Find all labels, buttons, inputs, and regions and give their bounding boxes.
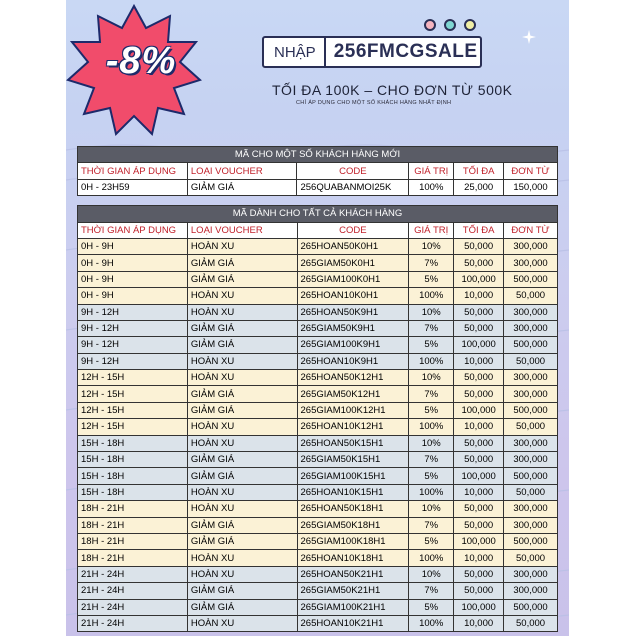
max-cell: 50,000: [454, 304, 504, 320]
table-row: [78, 288, 558, 304]
column-header: TỐI ĐA: [454, 222, 504, 238]
time-cell: 18H - 21H: [78, 501, 188, 517]
code-cell[interactable]: 265HOAN10K0H1: [297, 288, 409, 304]
time-cell: 0H - 9H: [78, 288, 188, 304]
promo-note: CHỈ ÁP DỤNG CHO MỘT SỐ KHÁCH HÀNG NHẤT ĐỊNH: [296, 100, 452, 106]
time-cell: 9H - 12H: [78, 304, 188, 320]
table-row: [78, 501, 558, 517]
code-cell[interactable]: 265GIAM100K21H1: [297, 599, 409, 615]
type-cell: HOÀN XU: [187, 566, 297, 582]
table-header-row: [78, 163, 558, 179]
sparkle-icon: [522, 30, 536, 44]
min-order-cell: 50,000: [504, 550, 558, 566]
min-order-cell: 50,000: [504, 419, 558, 435]
time-cell: 21H - 24H: [78, 599, 188, 615]
type-cell: HOÀN XU: [187, 501, 297, 517]
column-header: GIÁ TRỊ: [409, 222, 454, 238]
min-order-cell: 300,000: [504, 501, 558, 517]
value-cell: 5%: [409, 337, 454, 353]
code-cell[interactable]: 265GIAM50K18H1: [297, 517, 409, 533]
max-cell: 10,000: [454, 484, 504, 500]
decorative-dots: [424, 19, 476, 31]
discount-percent: -8%: [105, 40, 177, 82]
code-cell[interactable]: 265HOAN50K12H1: [297, 370, 409, 386]
min-order-cell: 300,000: [504, 255, 558, 271]
column-header: ĐƠN TỪ: [504, 222, 558, 238]
max-cell: 100,000: [454, 337, 504, 353]
code-cell[interactable]: 265GIAM50K9H1: [297, 320, 409, 336]
table-row: [78, 484, 558, 500]
table-title: MÃ DÀNH CHO TẤT CẢ KHÁCH HÀNG: [78, 206, 558, 222]
min-order-cell: 50,000: [504, 288, 558, 304]
table-row: [78, 255, 558, 271]
time-cell: 15H - 18H: [78, 452, 188, 468]
value-cell: 7%: [409, 583, 454, 599]
max-cell: 10,000: [454, 615, 504, 631]
table-title-row: [78, 147, 558, 163]
code-cell[interactable]: 265HOAN10K18H1: [297, 550, 409, 566]
table-row: [78, 468, 558, 484]
value-cell: 7%: [409, 386, 454, 402]
column-header: GIÁ TRỊ: [409, 163, 454, 179]
min-order-cell: 500,000: [504, 599, 558, 615]
table-title-row: [78, 206, 558, 222]
min-order-cell: 300,000: [504, 386, 558, 402]
type-cell: GIẢM GIÁ: [187, 402, 297, 418]
min-order-cell: 300,000: [504, 583, 558, 599]
max-cell: 50,000: [454, 238, 504, 254]
type-cell: HOÀN XU: [187, 304, 297, 320]
time-cell: 9H - 12H: [78, 353, 188, 369]
min-order-cell: 150,000: [504, 179, 558, 195]
time-cell: 18H - 21H: [78, 550, 188, 566]
table-row: [78, 238, 558, 254]
table-row: [78, 566, 558, 582]
min-order-cell: 300,000: [504, 435, 558, 451]
value-cell: 10%: [409, 435, 454, 451]
voucher-tables: [77, 146, 558, 632]
max-cell: 100,000: [454, 468, 504, 484]
voucher-code[interactable]: 256FMCGSALE: [324, 38, 486, 66]
time-cell: 12H - 15H: [78, 402, 188, 418]
time-cell: 9H - 12H: [78, 320, 188, 336]
type-cell: HOÀN XU: [187, 484, 297, 500]
table-row: [78, 370, 558, 386]
max-cell: 100,000: [454, 271, 504, 287]
code-cell[interactable]: 265HOAN10K15H1: [297, 484, 409, 500]
max-cell: 50,000: [454, 320, 504, 336]
new-customer-table: [77, 146, 558, 196]
code-cell[interactable]: 265GIAM100K12H1: [297, 402, 409, 418]
value-cell: 100%: [409, 615, 454, 631]
column-header: ĐƠN TỪ: [504, 163, 558, 179]
min-order-cell: 300,000: [504, 452, 558, 468]
code-cell[interactable]: 256QUABANMOI25K: [297, 179, 409, 195]
table-header-row: [78, 222, 558, 238]
column-header: THỜI GIAN ÁP DỤNG: [78, 222, 188, 238]
time-cell: 12H - 15H: [78, 370, 188, 386]
max-cell: 50,000: [454, 583, 504, 599]
table-row: [78, 533, 558, 549]
min-order-cell: 500,000: [504, 337, 558, 353]
max-cell: 50,000: [454, 370, 504, 386]
value-cell: 5%: [409, 533, 454, 549]
type-cell: GIẢM GIÁ: [187, 337, 297, 353]
value-cell: 7%: [409, 320, 454, 336]
code-cell[interactable]: 265GIAM100K9H1: [297, 337, 409, 353]
type-cell: HOÀN XU: [187, 370, 297, 386]
time-cell: 9H - 12H: [78, 337, 188, 353]
min-order-cell: 300,000: [504, 304, 558, 320]
min-order-cell: 50,000: [504, 484, 558, 500]
table-row: [78, 615, 558, 631]
teal-dot-icon: [444, 19, 456, 31]
time-cell: 21H - 24H: [78, 583, 188, 599]
time-cell: 15H - 18H: [78, 435, 188, 451]
type-cell: GIẢM GIÁ: [187, 320, 297, 336]
table-row: [78, 337, 558, 353]
table-row: [78, 320, 558, 336]
value-cell: 100%: [409, 484, 454, 500]
min-order-cell: 300,000: [504, 238, 558, 254]
time-cell: 0H - 23H59: [78, 179, 188, 195]
column-header: THỜI GIAN ÁP DỤNG: [78, 163, 188, 179]
column-header: LOẠI VOUCHER: [187, 163, 297, 179]
time-cell: 21H - 24H: [78, 566, 188, 582]
table-row: [78, 179, 558, 195]
table-row: [78, 517, 558, 533]
value-cell: 5%: [409, 468, 454, 484]
value-cell: 10%: [409, 501, 454, 517]
value-cell: 10%: [409, 238, 454, 254]
type-cell: GIẢM GIÁ: [187, 452, 297, 468]
time-cell: 15H - 18H: [78, 468, 188, 484]
min-order-cell: 50,000: [504, 353, 558, 369]
max-cell: 50,000: [454, 255, 504, 271]
type-cell: GIẢM GIÁ: [187, 533, 297, 549]
type-cell: GIẢM GIÁ: [187, 255, 297, 271]
type-cell: HOÀN XU: [187, 419, 297, 435]
min-order-cell: 500,000: [504, 271, 558, 287]
pink-dot-icon: [424, 19, 436, 31]
enter-label: NHẬP: [274, 43, 316, 61]
table-row: [78, 550, 558, 566]
value-cell: 100%: [409, 288, 454, 304]
min-order-cell: 300,000: [504, 566, 558, 582]
value-cell: 7%: [409, 255, 454, 271]
table-row: [78, 435, 558, 451]
column-header: LOẠI VOUCHER: [187, 222, 297, 238]
min-order-cell: 500,000: [504, 533, 558, 549]
code-cell[interactable]: 265HOAN10K12H1: [297, 419, 409, 435]
max-cell: 100,000: [454, 402, 504, 418]
value-cell: 100%: [409, 179, 454, 195]
value-cell: 10%: [409, 566, 454, 582]
value-cell: 100%: [409, 550, 454, 566]
code-cell[interactable]: 265GIAM50K12H1: [297, 386, 409, 402]
max-cell: 50,000: [454, 386, 504, 402]
value-cell: 7%: [409, 452, 454, 468]
code-cell[interactable]: 265HOAN50K9H1: [297, 304, 409, 320]
table-row: [78, 599, 558, 615]
time-cell: 0H - 9H: [78, 271, 188, 287]
code-cell[interactable]: 265GIAM50K15H1: [297, 452, 409, 468]
min-order-cell: 300,000: [504, 320, 558, 336]
table-row: [78, 419, 558, 435]
type-cell: GIẢM GIÁ: [187, 468, 297, 484]
table-row: [78, 353, 558, 369]
type-cell: HOÀN XU: [187, 615, 297, 631]
max-cell: 100,000: [454, 599, 504, 615]
column-header: TỐI ĐA: [454, 163, 504, 179]
all-customer-table: [77, 205, 558, 632]
type-cell: HOÀN XU: [187, 550, 297, 566]
time-cell: 21H - 24H: [78, 615, 188, 631]
min-order-cell: 300,000: [504, 370, 558, 386]
table-row: [78, 583, 558, 599]
max-cell: 10,000: [454, 419, 504, 435]
table-row: [78, 386, 558, 402]
value-cell: 5%: [409, 402, 454, 418]
code-cell[interactable]: 265GIAM100K18H1: [297, 533, 409, 549]
type-cell: HOÀN XU: [187, 288, 297, 304]
max-cell: 50,000: [454, 452, 504, 468]
type-cell: GIẢM GIÁ: [187, 599, 297, 615]
code-cell[interactable]: 265HOAN10K21H1: [297, 615, 409, 631]
min-order-cell: 50,000: [504, 615, 558, 631]
code-cell[interactable]: 265HOAN10K9H1: [297, 353, 409, 369]
value-cell: 100%: [409, 419, 454, 435]
time-cell: 12H - 15H: [78, 419, 188, 435]
time-cell: 12H - 15H: [78, 386, 188, 402]
code-cell[interactable]: 265HOAN50K18H1: [297, 501, 409, 517]
max-cell: 10,000: [454, 550, 504, 566]
max-cell: 10,000: [454, 353, 504, 369]
max-cell: 50,000: [454, 501, 504, 517]
promo-poster: [66, 0, 569, 636]
time-cell: 18H - 21H: [78, 533, 188, 549]
code-cell[interactable]: 265GIAM50K0H1: [297, 255, 409, 271]
time-cell: 18H - 21H: [78, 517, 188, 533]
time-cell: 15H - 18H: [78, 484, 188, 500]
value-cell: 10%: [409, 304, 454, 320]
value-cell: 5%: [409, 271, 454, 287]
table-row: [78, 304, 558, 320]
type-cell: HOÀN XU: [187, 353, 297, 369]
value-cell: 7%: [409, 517, 454, 533]
type-cell: HOÀN XU: [187, 238, 297, 254]
code-cell[interactable]: 265HOAN50K0H1: [297, 238, 409, 254]
max-cell: 50,000: [454, 517, 504, 533]
table-row: [78, 402, 558, 418]
type-cell: GIẢM GIÁ: [187, 179, 297, 195]
max-cell: 50,000: [454, 435, 504, 451]
promo-headline: TỐI ĐA 100K – CHO ĐƠN TỪ 500K: [272, 82, 513, 98]
max-cell: 100,000: [454, 533, 504, 549]
value-cell: 100%: [409, 353, 454, 369]
code-cell[interactable]: 265GIAM100K0H1: [297, 271, 409, 287]
time-cell: 0H - 9H: [78, 238, 188, 254]
type-cell: GIẢM GIÁ: [187, 386, 297, 402]
min-order-cell: 500,000: [504, 468, 558, 484]
column-header: CODE: [297, 222, 409, 238]
code-cell[interactable]: 265GIAM50K21H1: [297, 583, 409, 599]
code-cell[interactable]: 265HOAN50K21H1: [297, 566, 409, 582]
type-cell: HOÀN XU: [187, 435, 297, 451]
table-title: MÃ CHO MỘT SỐ KHÁCH HÀNG MỚI: [78, 147, 558, 163]
min-order-cell: 300,000: [504, 517, 558, 533]
max-cell: 50,000: [454, 566, 504, 582]
code-cell[interactable]: 265HOAN50K15H1: [297, 435, 409, 451]
column-header: CODE: [297, 163, 409, 179]
value-cell: 5%: [409, 599, 454, 615]
type-cell: GIẢM GIÁ: [187, 271, 297, 287]
value-cell: 10%: [409, 370, 454, 386]
time-cell: 0H - 9H: [78, 255, 188, 271]
table-row: [78, 271, 558, 287]
voucher-code-box[interactable]: [262, 36, 482, 68]
min-order-cell: 500,000: [504, 402, 558, 418]
yellow-dot-icon: [464, 19, 476, 31]
max-cell: 10,000: [454, 288, 504, 304]
type-cell: GIẢM GIÁ: [187, 583, 297, 599]
table-row: [78, 452, 558, 468]
code-cell[interactable]: 265GIAM100K15H1: [297, 468, 409, 484]
max-cell: 25,000: [454, 179, 504, 195]
type-cell: GIẢM GIÁ: [187, 517, 297, 533]
